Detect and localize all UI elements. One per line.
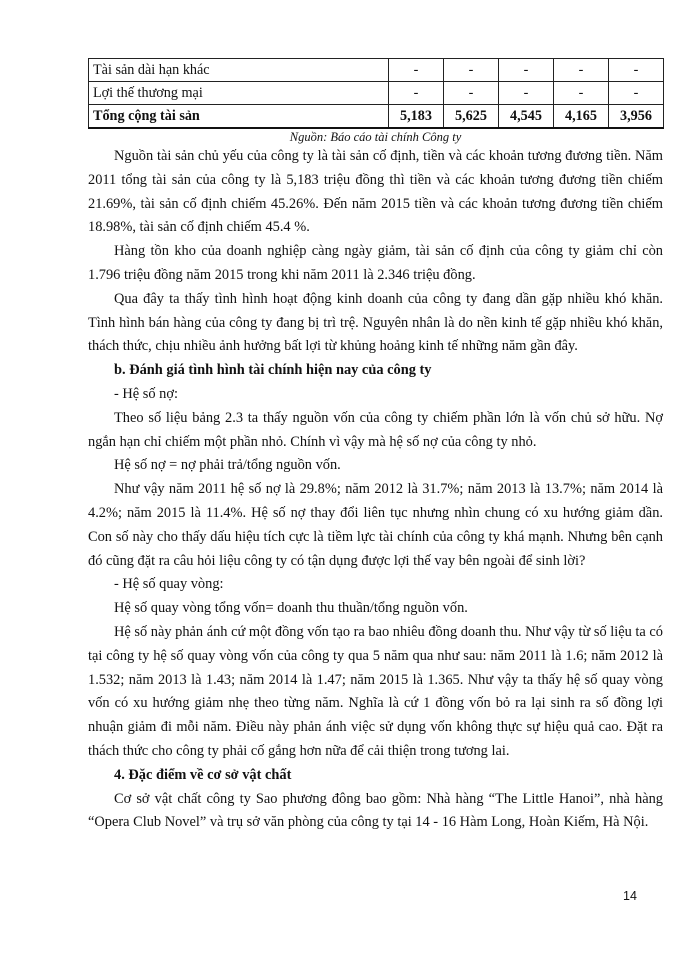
- cell-value: -: [609, 59, 664, 82]
- total-value: 5,183: [389, 105, 444, 129]
- paragraph-facilities: Cơ sở vật chất công ty Sao phương đông bao gồm: Nhà hàng “The Little Hanoi”, nhà hàng “Opera Club Novel” và trụ sở văn phòng của công ty tại 14 - 16 Hàm Long, Hoàn Kiếm, Hà Nội.: [88, 790, 663, 831]
- total-label: Tổng cộng tài sản: [89, 105, 389, 129]
- total-value: 4,545: [499, 105, 554, 129]
- total-value: 3,956: [609, 105, 664, 129]
- paragraph-debt-ratio: Như vậy năm 2011 hệ số nợ là 29.8%; năm 2012 là 31.7%; năm 2013 là 13.7%; năm 2014 là 4.2%; năm 2015 là 11.4%. Hệ số nợ thay đổi liên tục nhưng nhìn chung có xu hướng giảm dần. Con số này cho thấy dấu hiệu tích cực là tiềm lực tài chính của công ty khá mạnh. Nhưng bên cạnh đó cũng đặt ra câu hỏi liệu công ty có tận dụng được lợi thế vay bên ngoài để sinh lời?: [88, 481, 663, 569]
- cell-value: -: [554, 82, 609, 105]
- cell-value: -: [554, 59, 609, 82]
- page-number: 14: [623, 889, 637, 903]
- total-row: [89, 105, 664, 129]
- paragraph-business-situation: Qua đây ta thấy tình hình hoạt động kinh doanh của công ty đang dần gặp nhiều khó khăn. Tình hình bán hàng của công ty đang bị trì trệ. Nguyên nhân là do nền kinh tế gặp nhiều khó khăn, thách thức, chịu nhiều ảnh hưởng bất lợi từ khủng hoảng kinh tế những năm gần đây.: [88, 290, 663, 355]
- turnover-ratio-label: - Hệ số quay vòng:: [114, 576, 224, 593]
- cell-value: -: [499, 82, 554, 105]
- total-value: 5,625: [444, 105, 499, 129]
- paragraph-inventory: Hàng tồn kho của doanh nghiệp càng ngày giảm, tài sản cố định của công ty giảm chỉ còn 1.796 triệu đồng năm 2015 trong khi năm 2011 là 2.346 triệu đồng.: [88, 243, 663, 283]
- paragraph-assets: Nguồn tài sản chủ yếu của công ty là tài sản cố định, tiền và các khoản tương đương tiền. Năm 2011 tổng tài sản của công ty là 5,183 triệu đồng thì tiền và các khoản tương đương tiền chiếm 21.69%, tài sản cố định chiếm 45.26%. Đến năm 2015 tiền và các khoản tương đương tiền chiếm 18.98%, tài sản cố định chiếm 45.4 %.: [88, 148, 663, 236]
- assets-table: [88, 58, 664, 129]
- cell-value: -: [389, 82, 444, 105]
- table-row: [89, 59, 664, 82]
- paragraph-turnover: Hệ số này phản ánh cứ một đồng vốn tạo ra bao nhiêu đồng doanh thu. Như vậy từ số liệu ta có tại công ty hệ số quay vòng vốn của công ty qua 5 năm qua như sau: năm 2011 là 1.6; năm 2012 là 1.532; năm 2013 là 1.43; năm 2014 là 1.47; năm 2015 là 1.365. Như vậy ta thấy hệ số quay vòng vốn có xu hướng giảm nhẹ theo từng năm. Nghĩa là cứ 1 đồng vốn bỏ ra lại sinh ra số đồng lợi nhuận giảm đi mỗi năm. Điều này phản ánh việc sử dụng vốn không thực sự hiệu quả cao. Đặt ra thách thức cho công ty phải cố gắng hơn nữa để cải thiện trong tương lai.: [88, 623, 663, 759]
- cell-value: -: [444, 59, 499, 82]
- cell-value: -: [444, 82, 499, 105]
- cell-value: -: [609, 82, 664, 105]
- document-page: [88, 58, 663, 835]
- table-source-note: Nguồn: Báo cáo tài chính Công ty: [289, 130, 462, 144]
- total-value: 4,165: [554, 105, 609, 129]
- debt-ratio-formula: Hệ số nợ = nợ phải trả/tổng nguồn vốn.: [114, 457, 341, 474]
- paragraph-capital: Theo số liệu bảng 2.3 ta thấy nguồn vốn của công ty chiếm phần lớn là vốn chủ sở hữu. Nợ ngắn hạn chỉ chiếm một phần nhỏ. Chính vì vậy mà hệ số nợ của công ty nhỏ.: [88, 409, 663, 450]
- row-label: Lợi thế thương mại: [89, 82, 389, 105]
- cell-value: -: [389, 59, 444, 82]
- table-row: [89, 82, 664, 105]
- section-heading-financial: b. Đánh giá tình hình tài chính hiện nay của công ty: [114, 362, 432, 379]
- debt-ratio-label: - Hệ số nợ:: [114, 385, 178, 402]
- turnover-ratio-formula: Hệ số quay vòng tổng vốn= doanh thu thuần/tổng nguồn vốn.: [114, 600, 468, 617]
- row-label: Tài sản dài hạn khác: [89, 59, 389, 82]
- section-heading-facilities: 4. Đặc điểm về cơ sở vật chất: [114, 766, 292, 783]
- cell-value: -: [499, 59, 554, 82]
